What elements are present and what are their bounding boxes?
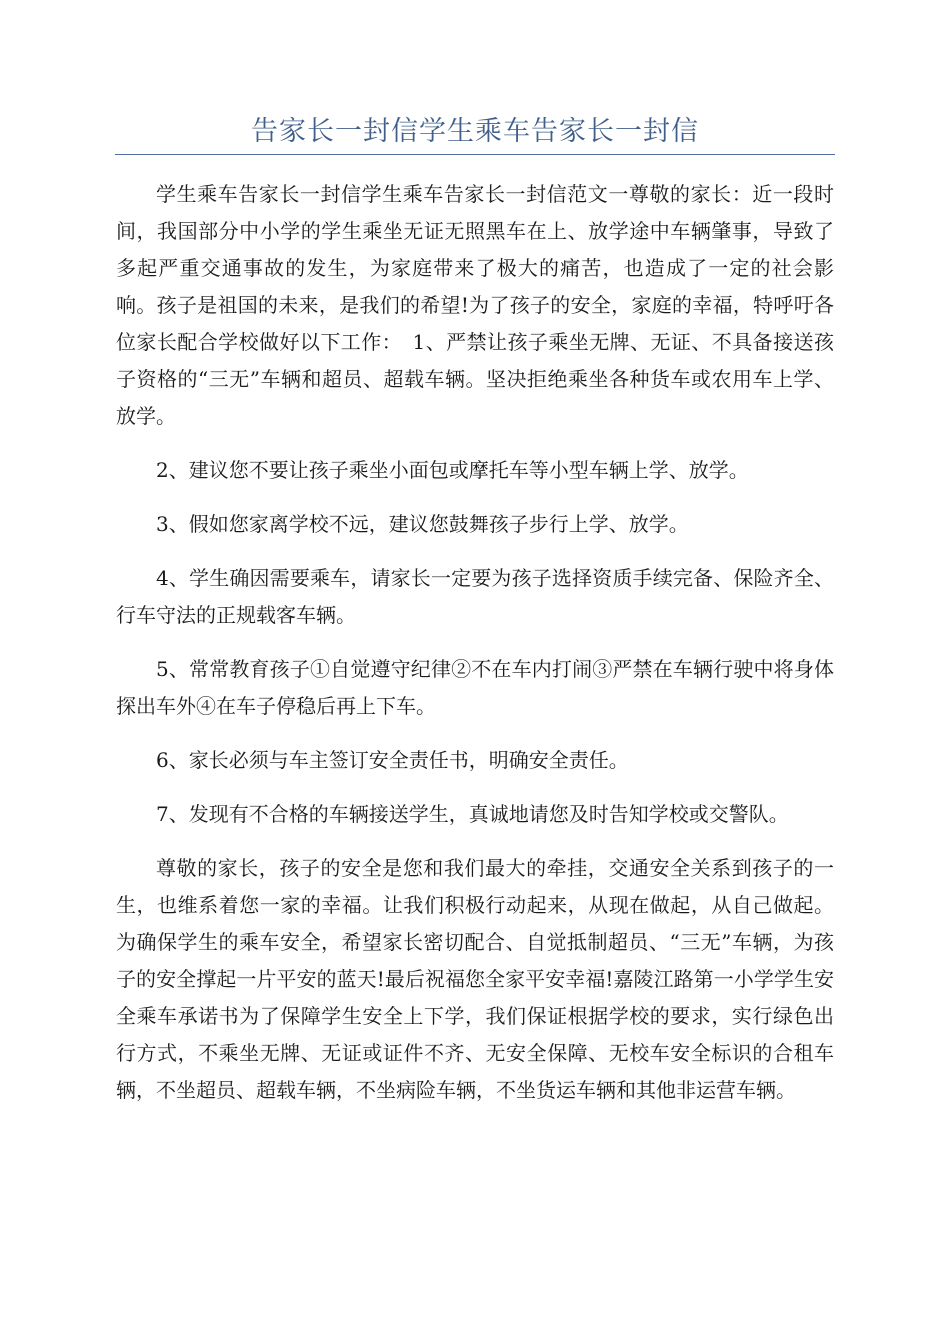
paragraph-intro: 学生乘车告家长一封信学生乘车告家长一封信范文一尊敬的家长：近一段时间，我国部分中小学的学生乘坐无证无照黑车在上、放学途中车辆肇事，导致了多起严重交通事故的发生，为家庭带来了极大的痛苦，也造成了一定的社会影响。孩子是祖国的未来，是我们的希望!为了孩子的安全，家庭的幸福，特呼吁各位家长配合学校做好以下工作： 1、严禁让孩子乘坐无牌、无证、不具备接送孩子资格的“三无”车辆和超员、超载车辆。坚决拒绝乘坐各种货车或农用车上学、放学。 <box>116 182 834 428</box>
paragraph-item-6: 6、家长必须与车主签订安全责任书，明确安全责任。 <box>156 748 629 772</box>
page-title: 告家长一封信学生乘车告家长一封信 <box>251 116 699 147</box>
paragraph-closing: 尊敬的家长，孩子的安全是您和我们最大的牵挂，交通安全关系到孩子的一生，也维系着您一家的幸福。让我们积极行动起来，从现在做起，从自己做起。为确保学生的乘车安全，希望家长密切配合、自觉抵制超员、“三无”车辆，为孩子的安全撑起一片平安的蓝天!最后祝福您全家平安幸福!嘉陵江路第一小学学生安全乘车承诺书为了保障学生安全上下学，我们保证根据学校的要求，实行绿色出行方式，不乘坐无牌、无证或证件不齐、无安全保障、无校车安全标识的合租车辆，不坐超员、超载车辆，不坐病险车辆，不坐货运车辆和其他非运营车辆。 <box>116 856 834 1102</box>
paragraph-item-7: 7、发现有不合格的车辆接送学生，真诚地请您及时告知学校或交警队。 <box>156 802 789 826</box>
title-divider <box>115 154 835 155</box>
paragraph-item-4: 4、学生确因需要乘车，请家长一定要为孩子选择资质手续完备、保险齐全、行车守法的正规载客车辆。 <box>116 566 834 627</box>
paragraph-item-3: 3、假如您家离学校不远，建议您鼓舞孩子步行上学、放学。 <box>156 512 689 536</box>
paragraph-item-2: 2、建议您不要让孩子乘坐小面包或摩托车等小型车辆上学、放学。 <box>156 458 749 482</box>
paragraph-item-5: 5、常常教育孩子①自觉遵守纪律②不在车内打闹③严禁在车辆行驶中将身体探出车外④在车子停稳后再上下车。 <box>116 657 834 718</box>
document-body <box>116 176 834 1126</box>
